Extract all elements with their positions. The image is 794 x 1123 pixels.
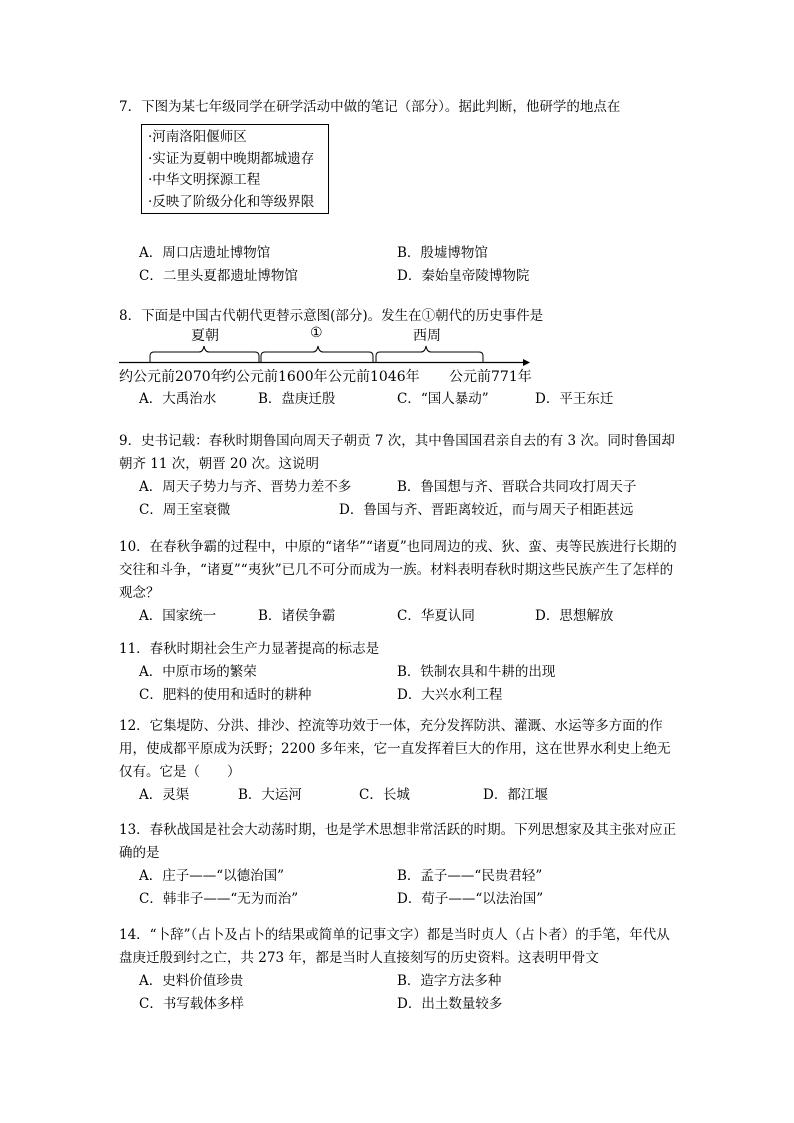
option-d: D．思想解放 [535, 608, 614, 624]
option-a: A．中原市场的繁荣 [139, 664, 257, 680]
question-14-stem: 14．“卜辞”（占卜及占卜的结果或简单的记事文字）都是当时贞人（占卜者）的手笔，年代从盘庚迁殷到纣之亡，共 273 年，都是当时人直接刻写的历史资料。这表明甲骨文 [119, 927, 670, 966]
question-8-options [119, 388, 679, 411]
option-b: B．大运河 [238, 787, 302, 803]
option-a: A．灵渠 [139, 787, 190, 803]
question-10-stem: 10．在春秋争霸的过程中，中原的“诸华”“诸夏”也同周边的戎、狄、蛮、夷等民族进行长期的交往和斗争，“诸夏”“夷狄”已几不可分而成为一族。材料表明春秋时期这些民族产生了怎样的观念？ [119, 539, 677, 601]
timeline-date-2: 约公元前1600年 [222, 369, 328, 385]
note-line: ·实证为夏朝中晚期都城遗存 [148, 150, 315, 167]
option-d: D．大兴水利工程 [397, 687, 503, 703]
brace-western-zhou [376, 346, 483, 362]
option-b: B．造字方法多种 [397, 973, 502, 989]
question-7 [119, 96, 679, 119]
question-11 [119, 638, 679, 707]
option-d: D．鲁国与齐、晋距离较近，而与周天子相距甚远 [339, 502, 634, 518]
option-c: C．二里头夏都遗址博物馆 [139, 268, 298, 284]
dynasty-timeline [119, 324, 539, 392]
option-c: C．肥料的使用和适时的耕种 [139, 687, 312, 703]
timeline-date-1: 约公元前2070年 [119, 369, 225, 385]
option-b: B．孟子——“民贵君轻” [397, 868, 543, 884]
option-b: B．诸侯争霸 [258, 608, 336, 624]
option-d: D．秦始皇帝陵博物院 [397, 268, 530, 284]
option-a: A．国家统一 [139, 608, 217, 624]
timeline-arrow-icon [523, 359, 530, 366]
option-b: B．盘庚迁殷 [258, 391, 336, 407]
option-c: C．“国人暴动” [397, 391, 489, 407]
timeline-date-4: 公元前771年 [449, 369, 532, 385]
question-8-stem: 8．下面是中国古代朝代更替示意图(部分)。发生在①朝代的历史事件是 [119, 308, 544, 324]
brace-xia [150, 346, 259, 362]
timeline-label-western-zhou: 西周 [413, 328, 441, 344]
option-d: D．平王东迁 [535, 391, 614, 407]
study-note-box [141, 124, 329, 214]
option-d: D．都江堰 [483, 787, 548, 803]
note-line: ·中华文明探源工程 [148, 172, 261, 188]
note-line: ·河南洛阳偃师区 [148, 129, 247, 145]
option-b: B．铁制农具和牛耕的出现 [397, 664, 556, 680]
option-b: B．殷墟博物馆 [397, 245, 488, 261]
question-12-stem: 12．它集堤防、分洪、排沙、控流等功效于一体，充分发挥防洪、灌溉、水运等多方面的作用，使成都平原成为沃野；2200 多年来，它一直发挥着巨大的作用，这在世界水利史上绝无仅有。它是（ ） [119, 718, 671, 780]
option-d: D．荀子——“以法治国” [397, 891, 544, 907]
option-c: C．韩非子——“无为而治” [139, 891, 299, 907]
option-a: A．史料价值珍贵 [139, 973, 244, 989]
option-c: C．长城 [359, 787, 410, 803]
question-9-stem: 9．史书记载：春秋时期鲁国向周天子朝贡 7 次，其中鲁国国君亲自去的有 3 次。同时鲁国却朝齐 11 次，朝晋 20 次。这说明 [119, 433, 675, 472]
question-7-stem: 7．下图为某七年级同学在研学活动中做的笔记（部分）。据此判断，他研学的地点在 [119, 99, 621, 115]
timeline-date-3: 公元前1046年 [328, 369, 420, 385]
question-13-stem: 13．春秋战国是社会大动荡时期，也是学术思想非常活跃的时期。下列思想家及其主张对应正确的是 [119, 822, 677, 861]
question-12 [119, 715, 679, 807]
note-line: ·反映了阶级分化和等级界限 [148, 193, 315, 210]
option-a: A．大禹治水 [139, 391, 217, 407]
question-13 [119, 819, 679, 911]
question-11-stem: 11．春秋时期社会生产力显著提高的标志是 [119, 641, 380, 657]
option-a: A．周口店遗址博物馆 [139, 245, 271, 261]
question-10 [119, 536, 679, 628]
option-d: D．出土数量较多 [397, 996, 503, 1012]
option-a: A．周天子势力与齐、晋势力差不多 [139, 479, 352, 495]
option-a: A．庄子——“以德治国” [139, 868, 285, 884]
option-c: C．书写载体多样 [139, 996, 244, 1012]
question-9 [119, 430, 679, 522]
question-7-options [119, 242, 679, 288]
brace-shang [261, 346, 373, 362]
option-c: C．华夏认同 [397, 608, 475, 624]
option-c: C．周王室衰微 [139, 502, 231, 518]
option-b: B．鲁国想与齐、晋联合共同攻打周天子 [397, 479, 637, 495]
timeline-label-xia: 夏朝 [191, 328, 219, 344]
question-14 [119, 924, 679, 1016]
timeline-label-dynasty-1: ① [310, 325, 323, 341]
